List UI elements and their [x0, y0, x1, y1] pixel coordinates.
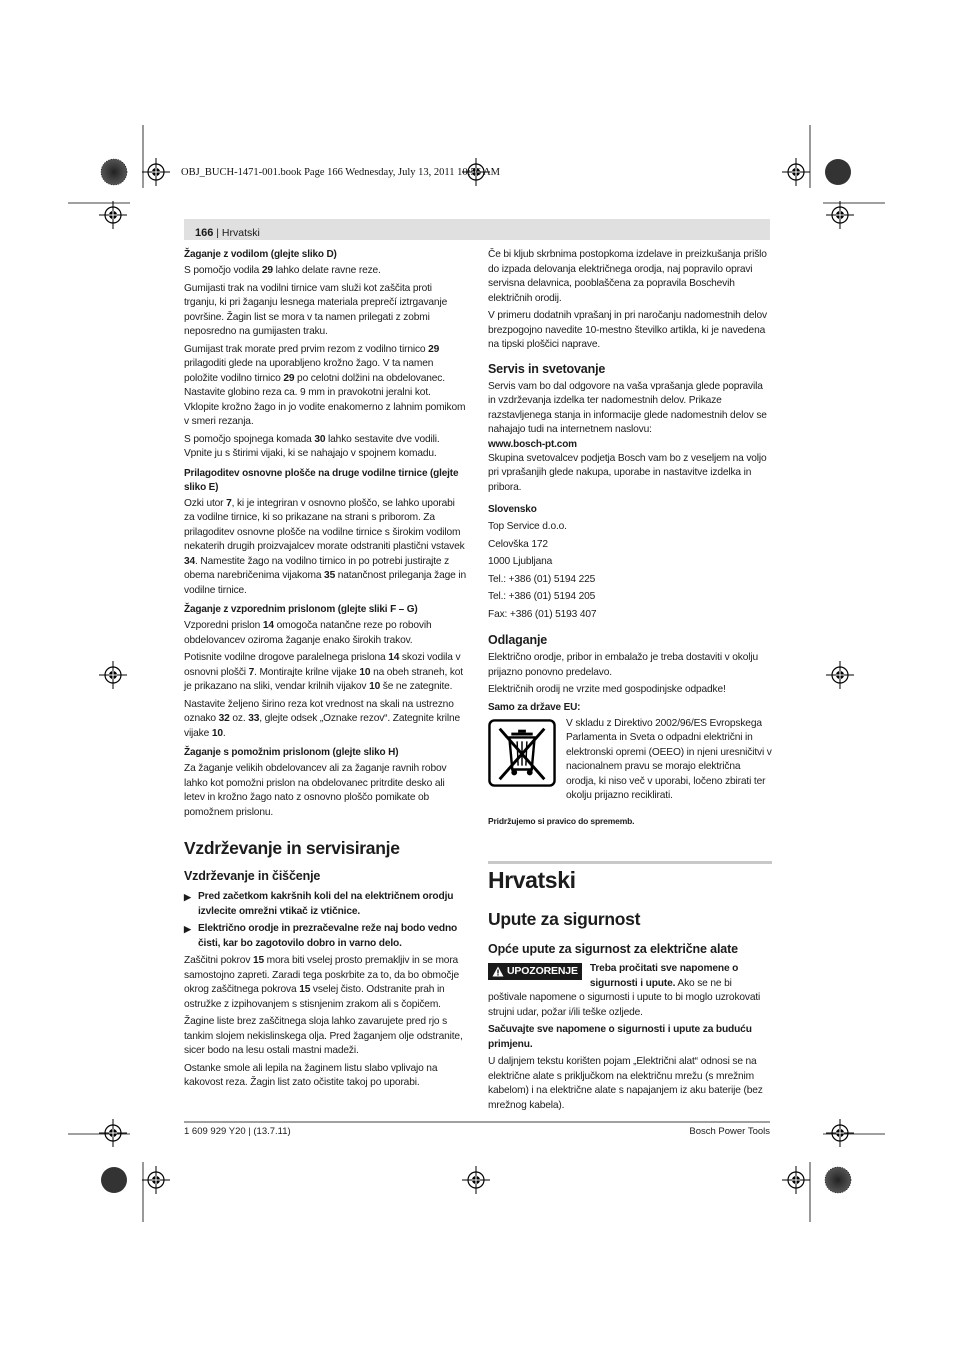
paragraph: Gumijast trak morate pred prvim rezom z vodilno tirnico 29 prilagoditi glede na uporabljeno krožno žago. V ta namen položite vodilno tirnico 29 po celotni dolžini na obdelovanec. Nastavite globino reza ca. 9 mm in pravokotni jeralni kot. Vklopite krožno žago in jo vodite enakomerno z lahnim pomikom v smeri rezanja.: [184, 343, 466, 427]
warning-block: [488, 962, 772, 1020]
paragraph: Zaščitni pokrov 15 mora biti vselej prosto premakljiv in se mora samostojno zapreti. Zaradi tega poskrbite za to, da bo območje okrog zaščitnega pokrova 15 vselej čisto. Odstranite prah in ostružke z izpihovanjem s stisnjenim zrakom ali s čopičem.: [184, 955, 459, 1010]
service-heading: Servis in svetovanje: [488, 361, 606, 376]
safety-heading: Upute za sigurnost: [488, 909, 641, 929]
section-title: Žaganje z vodilom (glejte sliko D): [184, 249, 337, 260]
paragraph: Nastavite željeno širino reza kot vrednost na skali na ustrezno oznako 32 oz. 33, glejte odsek „Oznake rezov“. Zategnite krilne vijake 10.: [184, 698, 461, 739]
website-link[interactable]: www.bosch-pt.com: [488, 438, 577, 450]
eu-label: Samo za države EU:: [488, 701, 581, 713]
crossed-out-bin-icon: [488, 719, 556, 787]
bullet-item: ▶ Električno orodje in prezračevalne reže naj bodo vedno čisti, kar bo zagotovilo dobro in varno delo.: [184, 922, 466, 951]
section-title: Žaganje z vzporednim prislonom (glejte sliki F – G): [184, 604, 418, 615]
weee-notice: [488, 717, 772, 804]
keep-instructions-note: Sačuvajte sve napomene o sigurnosti i upute za buduću primjenu.: [488, 1024, 752, 1050]
address-line: Fax: +386 (01) 5193 407: [488, 608, 597, 620]
left-column: [184, 248, 466, 1094]
section-title: Prilagoditev osnovne plošče na druge vodilne tirnice (glejte sliko E): [184, 467, 459, 493]
paragraph: S pomočjo spojnega komada 30 lahko sestavite dve vodili. Vpnite ju s štirimi vijaki, ki se nahajajo v spojnem komadu.: [184, 433, 440, 459]
section-divider: [488, 861, 772, 864]
page-number: 166: [195, 227, 214, 239]
paragraph: Potisnite vodilne drogove paralelnega prislona 14 skozi vodila v osnovni plošči 7. Montirajte krilne vijake 10 na obeh straneh, kot je prikazano na sliki, vendar krilnih vijakov 10 še ne zategnite.: [184, 652, 463, 692]
print-stamp: OBJ_BUCH-1471-001.book Page 166 Wednesday, July 13, 2011 10:56 AM: [181, 167, 501, 178]
paragraph: S pomočjo vodila 29 lahko delate ravne reze.: [184, 265, 381, 276]
paragraph: V primeru dodatnih vprašanj in pri naročanju nadomestnih delov brezpogojno navedite 10-mestno številko artikla, ki je navedena na tipski ploščici naprave.: [488, 310, 767, 350]
paragraph: Vzporedni prislon 14 omogoča natančne reze po robovih obdelovancev oziroma žaganje enako širokih trakov.: [184, 620, 432, 646]
paragraph: Električno orodje, pribor in embalažo je treba dostaviti v okolju prijazno ponovno predelavo.: [488, 652, 758, 678]
bullet-item: ▶ Pred začetkom kakršnih koli del na električnem orodju izvlecite omrežni vtikač iz vtičnice.: [184, 890, 466, 919]
paragraph: Gumijasti trak na vodilni tirnice vam služi kot zaščita proti trganju, ki pri žaganju lesnega materiala preprečí iztrgavanje površine. Žagin list se mora v ta namen prilegati z zobmi neposredno na gumijasten traku.: [184, 282, 448, 337]
paragraph: Žagine liste brez zaščitnega sloja lahko zavarujete pred rjo s tankim slojem nekislinskega olja. Pred žaganjem olje odstranite, sicer bodo na lesu ostali mastni madeži.: [184, 1016, 463, 1056]
right-column: [488, 248, 772, 1116]
paragraph: Ozki utor 7, ki je integriran v osnovno ploščo, se lahko uporabi za vodilne tirnice, ki so prikazane na strani s priborom. Za prilagoditev osnovne plošče na vodilne tirnice s širokim vodilom nekaterih drugih proizvajalcev morate odstraniti plastični vstavek 34. Namestite žago na vodilno tirnico in po potrebi justirajte z obema narebričenima vijakoma 35 natančnost prileganja žage in vodilne tirnice.: [184, 497, 466, 596]
reserve-note: Pridržujemo si pravico do sprememb.: [488, 815, 635, 826]
paragraph: Če bi kljub skrbnima postopkoma izdelave in preizkušanja prišlo do izpada delovanja električnega orodja, naj popravilo opravi servisna delavnica, pooblaščena za popravila Boschevih električnih orodij.: [488, 249, 767, 304]
header-section: Hrvatski: [221, 227, 260, 239]
address-line: Tel.: +386 (01) 5194 205: [488, 591, 596, 602]
sub-heading: Vzdrževanje in čiščenje: [184, 869, 321, 883]
footer-code: 1 609 929 Y20 | (13.7.11): [184, 1126, 291, 1137]
general-safety-heading: Opće upute za sigurnost za električne alate: [488, 942, 738, 956]
paragraph: Električnih orodij ne vrzite med gospodinjske odpadke!: [488, 684, 726, 695]
paragraph: Servis vam bo dal odgovore na vaša vprašanja glede popravila in vzdrževanja izdelka ter nadomestnih delov. Prikaze razstavljenega stanja in informacije glede nadomestnih delov se nahajajo tudi na internetnem naslovu:: [488, 380, 767, 435]
bullet-arrow-icon: ▶: [184, 892, 191, 902]
footer-brand: Bosch Power Tools: [689, 1126, 770, 1137]
paragraph: Treba pročitati sve napomene o sigurnosti i upute. Ako se ne bi poštivale napomene o sigurnosti i upute to bi moglo uzrokovati strujni udar, požar i/ili teške ozljede.: [488, 963, 761, 1018]
address-line: 1000 Ljubljana: [488, 556, 553, 567]
paragraph: Skupina svetovalcev podjetja Bosch vam bo z veseljem na voljo pri vprašanjih glede nakupa, uporabe in nastavitve izdelka in pribora.: [488, 452, 767, 493]
address-line: Tel.: +386 (01) 5194 225: [488, 573, 596, 585]
main-heading: Vzdrževanje in servisiranje: [184, 838, 400, 858]
paragraph: U daljnjem tekstu korišten pojam „Električni alat“ odnosi se na električne alate s priključkom na električnu mrežu (s mrežnim kabelom) i na električne alate s napajanjem iz aku baterije (bez mrežnog kabela).: [488, 1056, 763, 1111]
bullet-arrow-icon: ▶: [184, 924, 191, 934]
paragraph: Ostanke smole ali lepila na žaginem listu slabo vplivajo na kakovost reza. Žagin list zato očistite takoj po uporabi.: [184, 1062, 438, 1088]
country-label: Slovensko: [488, 504, 537, 515]
language-heading: Hrvatski: [488, 867, 576, 893]
disposal-heading: Odlaganje: [488, 633, 548, 647]
eu-directive-text: V skladu z Direktivo 2002/96/ES Evropskega Parlamenta in Sveta o odpadni električni in elektronski opremi (OEEO) in njeni uresničitvi v nacionalnem pravu se morajo električna orodja, ki niso več v uporabi, ločeno zbirati ter okolju prijazno reciklirati.: [566, 717, 772, 801]
section-title: Žaganje s pomožnim prislonom (glejte sliko H): [184, 747, 399, 758]
paragraph: Za žaganje velikih obdelovancev ali za žaganje ravnih robov lahko kot pomožni prislon na obdelovanec pritrdite desko ali letev in krožno žago nato z osnovno ploščo pomikate ob pomožnem prislonu.: [184, 763, 447, 818]
page-header: 166 | Hrvatski: [184, 219, 770, 240]
address-line: Top Service d.o.o.: [488, 521, 567, 532]
warning-triangle-icon: [492, 966, 504, 977]
address-line: Celovška 172: [488, 538, 548, 550]
warning-badge: UPOZORENJE: [488, 963, 582, 980]
